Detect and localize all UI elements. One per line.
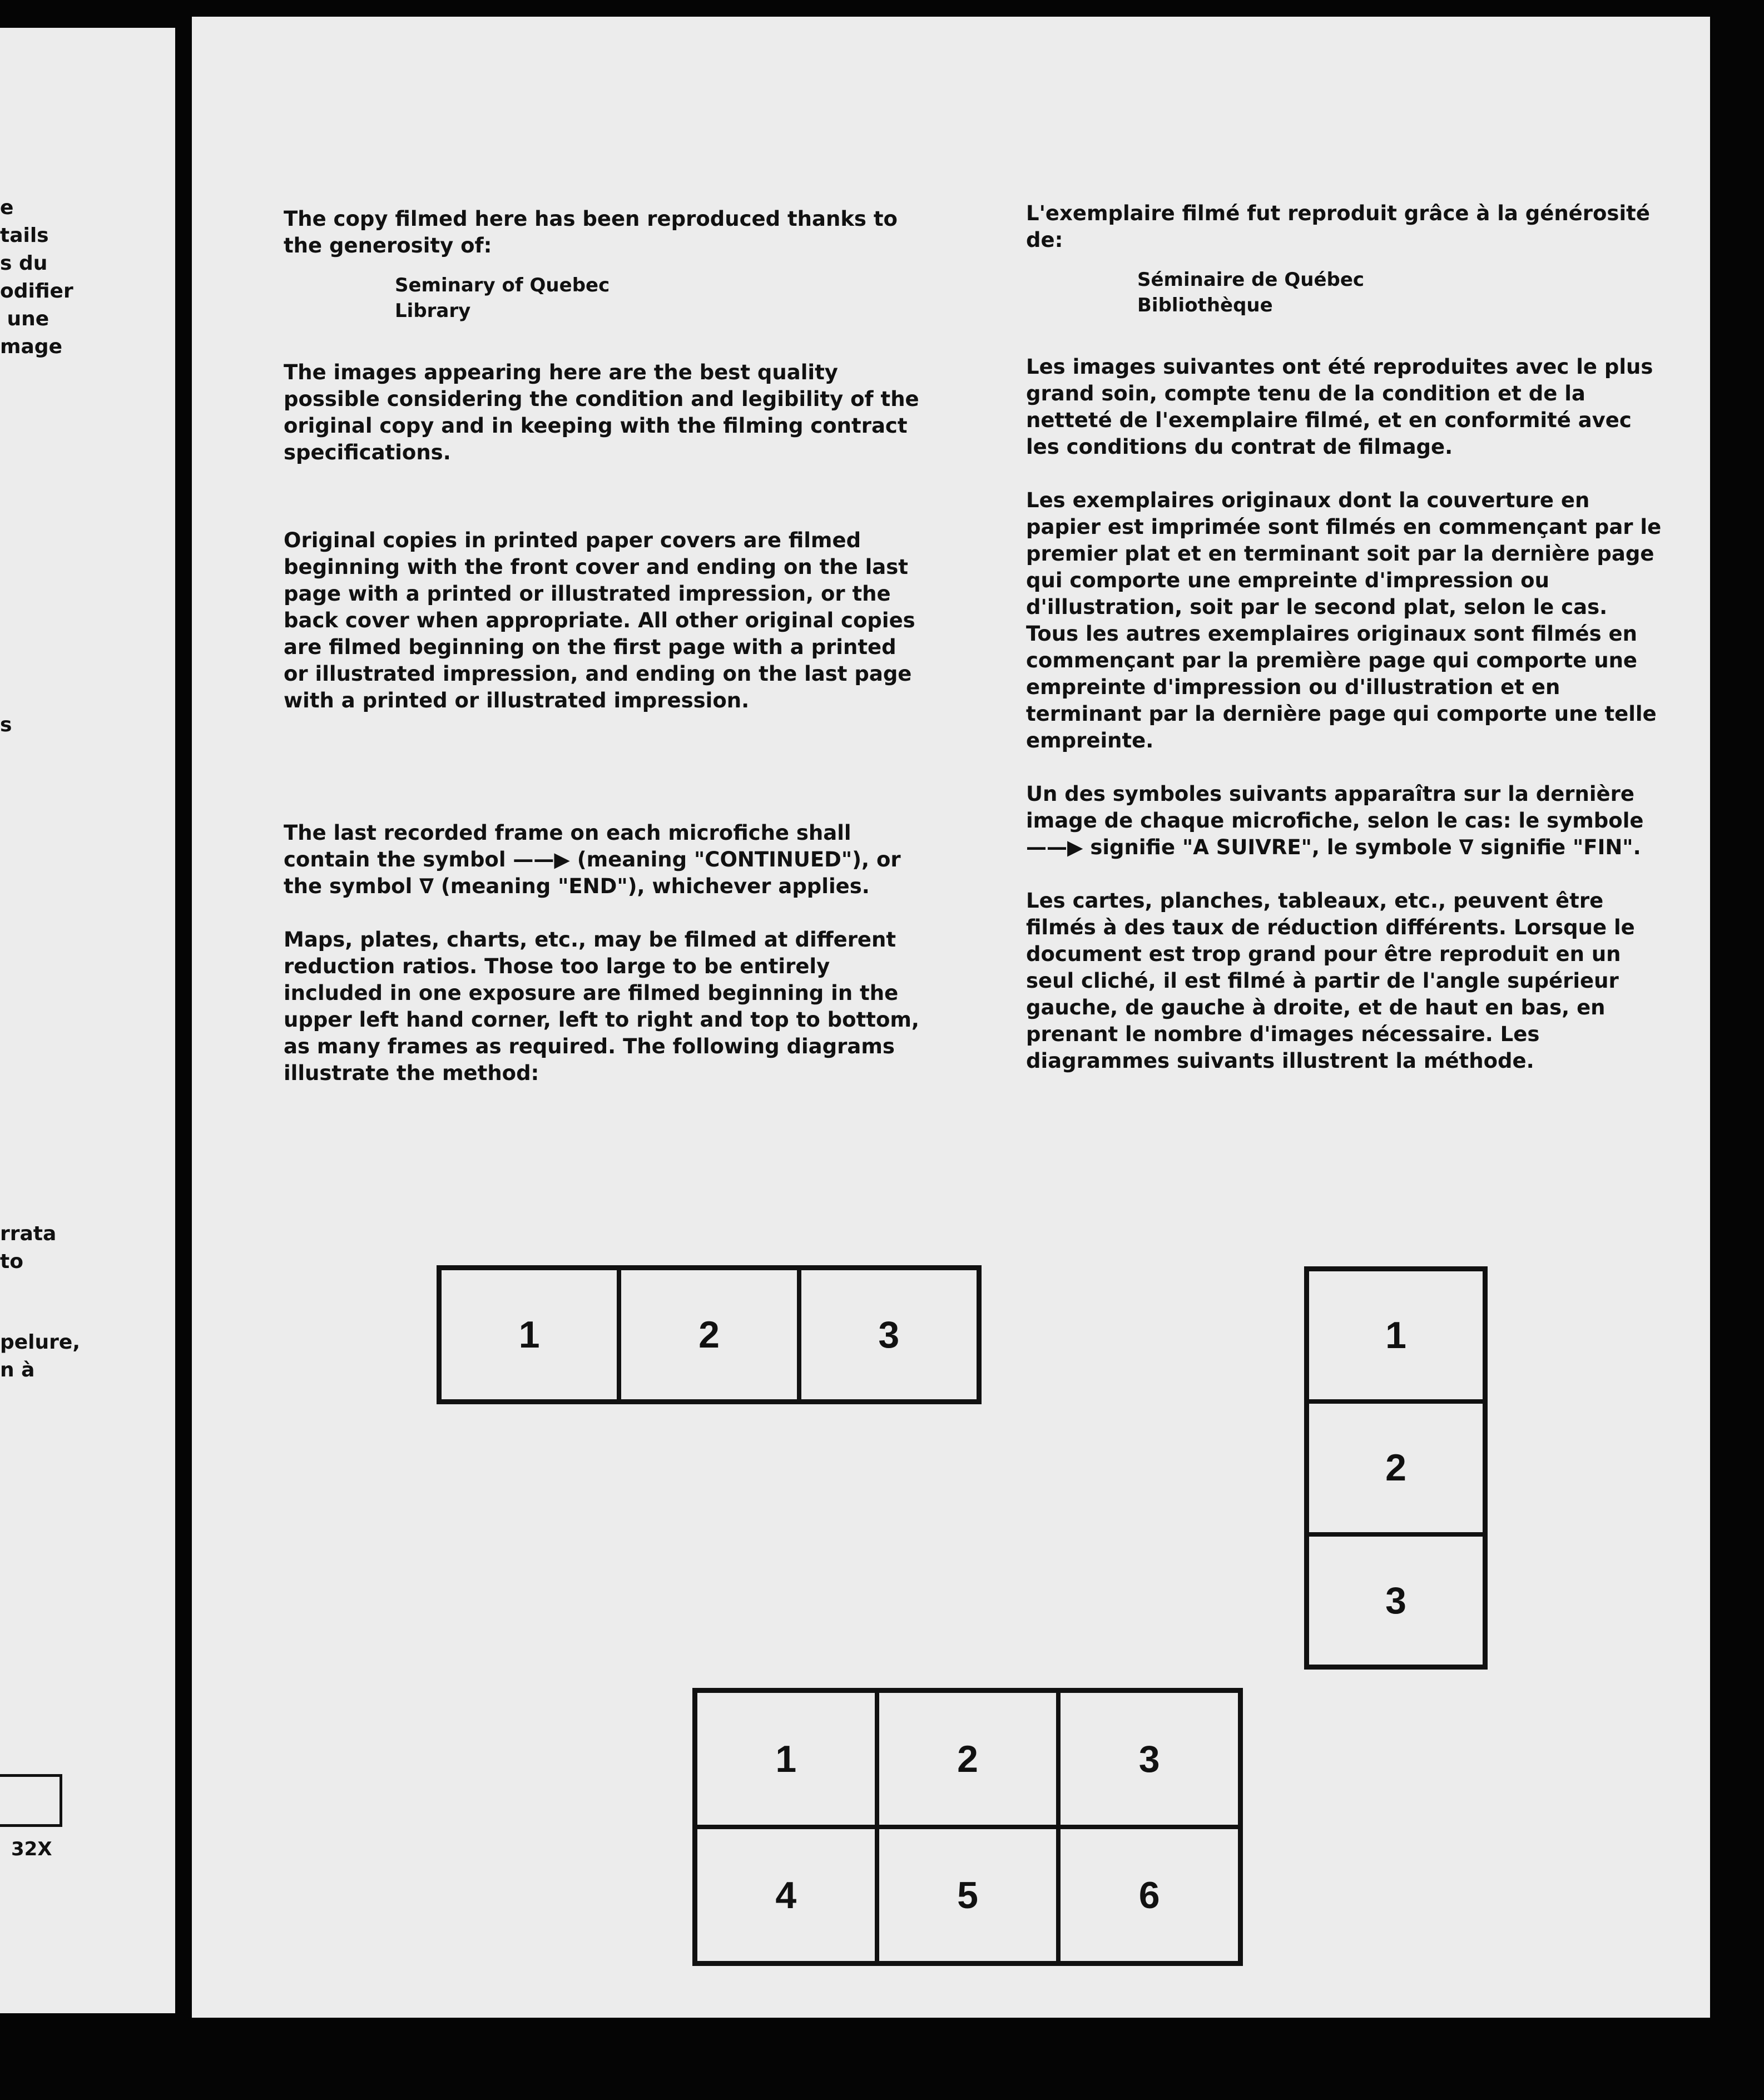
diagram-frame: 2: [877, 1691, 1059, 1827]
adjacent-page-text-fragment: to: [0, 1250, 23, 1273]
english-maps: Maps, plates, charts, etc., may be filmed at different reduction ratios. Those too large to be entirely included in one exposure are filmed beginning in the upper left hand corner, left to right and top to bottom, as many frames as required. The following diagrams illustrate the method:: [284, 928, 919, 1085]
french-covers: Les exemplaires originaux dont la couverture en papier est imprimée sont filmés en commençant par le premier plat et en terminant soit par la dernière page qui comporte une empreinte d'impression ou d'illustration, soit par le second plat, selon le cas. Tous les autres exemplaires originaux sont filmés en commençant par la première page qui comporte une empreinte d'impression ou d'illustration et en terminant par la dernière page qui comporte une telle empreinte.: [1026, 488, 1662, 752]
french-intro: L'exemplaire filmé fut reproduit grâce à la générosité de:: [1026, 201, 1650, 252]
adjacent-page-text-fragment: n à: [0, 1359, 35, 1381]
adjacent-page-text-fragment: une: [0, 308, 49, 330]
diagram-frame: 3: [1058, 1691, 1240, 1827]
diagram-frame: 1: [695, 1691, 877, 1827]
french-column: [1026, 200, 1666, 1074]
scale-label: 32X: [11, 1838, 52, 1860]
diagram-frame: 2: [1307, 1401, 1485, 1534]
english-column: [284, 206, 923, 1087]
scale-box: [0, 1774, 62, 1827]
diagram-frame: 4: [695, 1827, 877, 1963]
adjacent-page-text-fragment: mage: [0, 335, 62, 358]
diagram-vertical: [1304, 1266, 1488, 1670]
adjacent-page-text-fragment: odifier: [0, 280, 73, 303]
french-symbols: Un des symboles suivants apparaîtra sur la dernière image de chaque microfiche, selon le cas: le symbole ——▶ signifie "A SUIVRE", le symbole ∇ signifie "FIN".: [1026, 782, 1644, 859]
french-institution: Séminaire de Québec Bibliothèque: [1137, 269, 1365, 316]
adjacent-page-text-fragment: s: [0, 714, 12, 736]
diagram-frame: 3: [1307, 1534, 1485, 1667]
diagram-frame: 1: [439, 1268, 619, 1401]
diagram-frame: 5: [877, 1827, 1059, 1963]
diagram-horizontal: [437, 1265, 982, 1404]
adjacent-page-text-fragment: pelure,: [0, 1331, 80, 1354]
diagram-frame: 3: [799, 1268, 979, 1401]
english-quality: The images appearing here are the best quality possible considering the condition and legibility of the original copy and in keeping with the filming contract specifications.: [284, 360, 919, 464]
french-quality: Les images suivantes ont été reproduites avec le plus grand soin, compte tenu de la condition et de la netteté de l'exemplaire filmé, et en conformité avec les conditions du contrat de filmage.: [1026, 355, 1653, 459]
diagram-grid: [692, 1688, 1243, 1966]
adjacent-page-text-fragment: tails: [0, 224, 49, 247]
english-intro: The copy filmed here has been reproduced thanks to the generosity of:: [284, 207, 898, 257]
diagram-frame: 6: [1058, 1827, 1240, 1963]
english-covers: Original copies in printed paper covers are filmed beginning with the front cover and ending on the last page with a printed or illustrated impression, or the back cover when appropriate. All other original copies are filmed beginning on the first page with a printed or illustrated impression, and ending on the last page with a printed or illustrated impression.: [284, 528, 915, 712]
english-symbols: The last recorded frame on each microfiche shall contain the symbol ——▶ (meaning "CONTINUED"), or the symbol ∇ (meaning "END"), whichever applies.: [284, 821, 901, 898]
french-maps: Les cartes, planches, tableaux, etc., peuvent être filmés à des taux de réduction différents. Lorsque le document est trop grand pour être reproduit en un seul cliché, il est filmé à partir de l'angle supérieur gauche, de gauche à droite, et de haut en bas, en prenant le nombre d'images nécessaire. Les diagrammes suivants illustrent la méthode.: [1026, 889, 1635, 1073]
diagram-frame: 2: [619, 1268, 799, 1401]
adjacent-page-text-fragment: e: [0, 196, 14, 219]
adjacent-page-text-fragment: rrata: [0, 1222, 57, 1245]
adjacent-page-text-fragment: s du: [0, 252, 48, 275]
adjacent-page-fragment: [0, 28, 175, 2013]
english-institution: Seminary of Quebec Library: [395, 274, 610, 322]
diagram-frame: 1: [1307, 1269, 1485, 1401]
document-page: [192, 17, 1710, 2018]
